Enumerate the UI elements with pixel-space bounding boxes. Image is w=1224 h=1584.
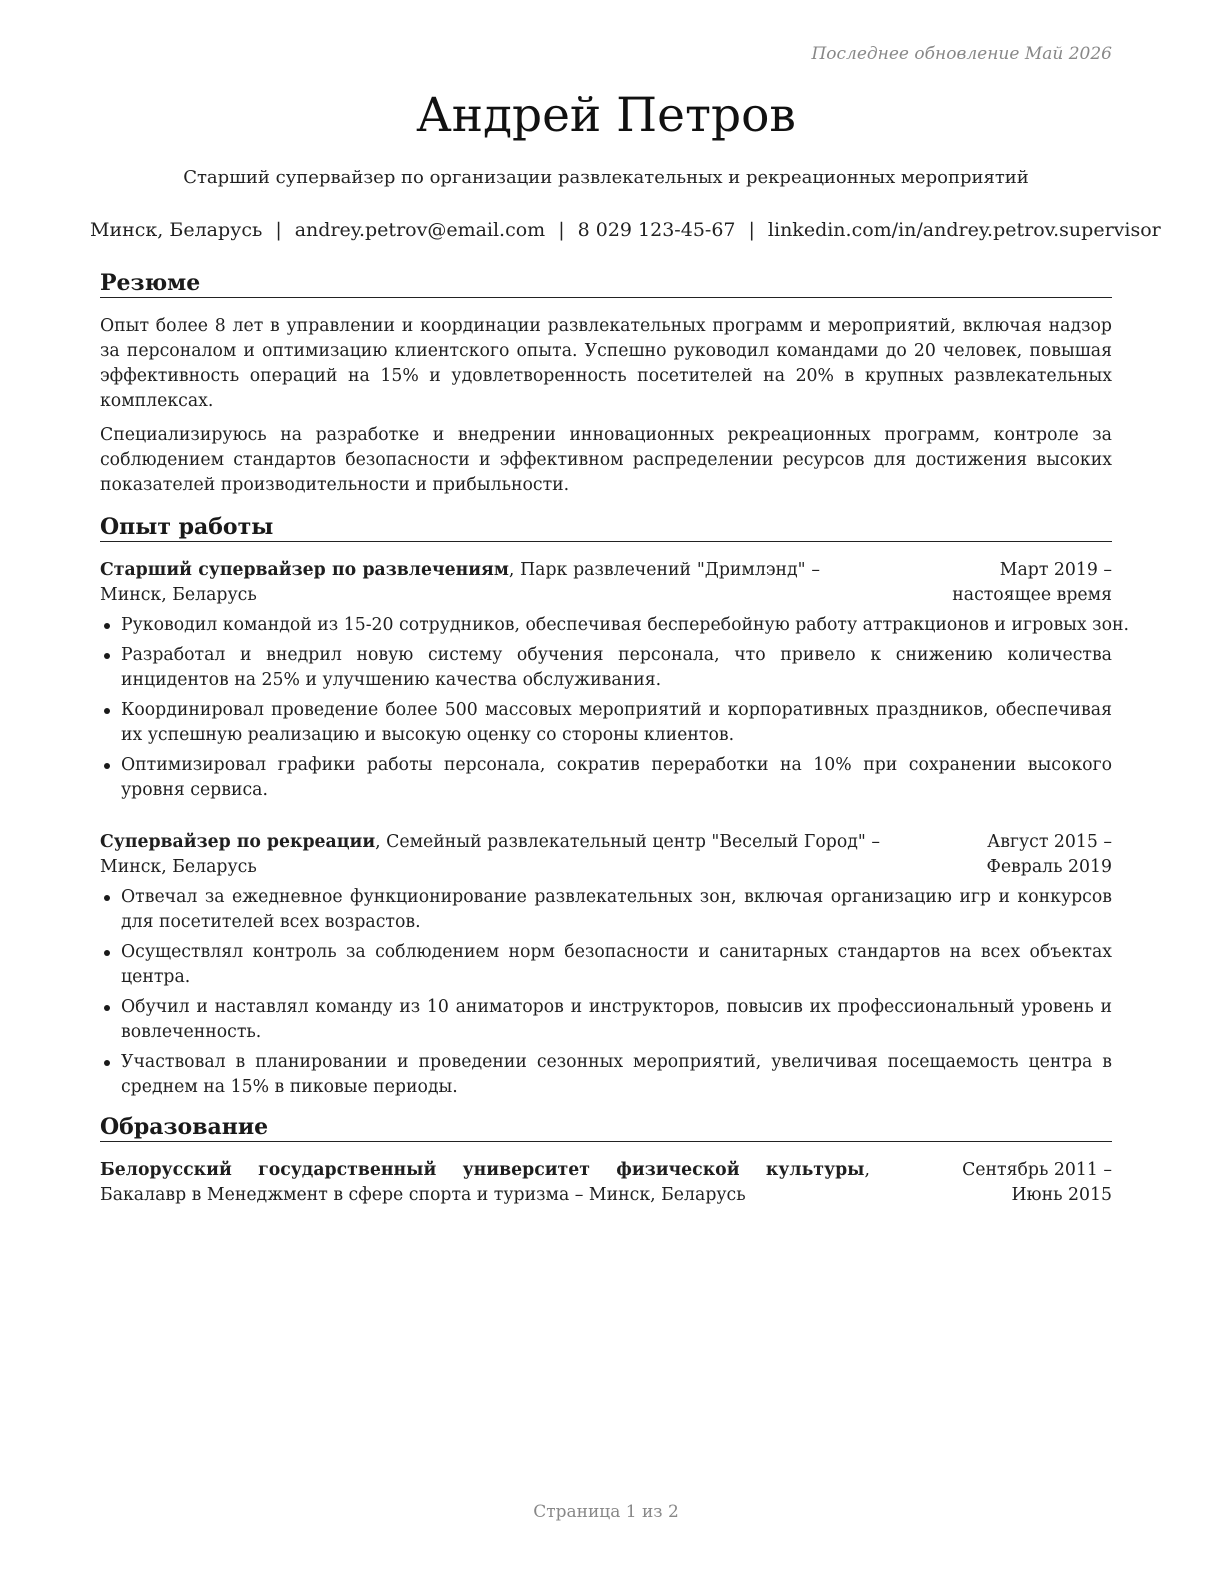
job-title: Супервайзер по рекреации (100, 832, 376, 852)
section-heading-education: Образование (100, 1114, 1112, 1142)
education-line (100, 1158, 870, 1208)
resume-page (90, 0, 1161, 1584)
job-title-line (100, 830, 880, 880)
job-header (100, 830, 1112, 880)
last-updated: Последнее обновление Май 2026 (811, 44, 1112, 64)
contact-email[interactable]: andrey.petrov@email.com (294, 219, 546, 241)
job-dates: Август 2015 – Февраль 2019 (986, 832, 1112, 877)
job-header (100, 558, 1112, 608)
section-heading-summary: Резюме (100, 270, 1112, 298)
contact-separator: | (275, 219, 282, 241)
contact-linkedin[interactable]: linkedin.com/in/andrey.petrov.supervisor (767, 219, 1161, 241)
candidate-name: Андрей Петров (416, 88, 796, 143)
education-degree: , Бакалавр в Менеджмент в сфере спорта и туризма – Минск, Беларусь (100, 1160, 870, 1205)
contact-separator: | (558, 219, 565, 241)
contact-line (90, 219, 1161, 241)
education-institution: Белорусский государственный университет физической культуры (100, 1160, 865, 1180)
job-employer: , Парк развлечений "Дримлэнд" – Минск, Беларусь (100, 560, 821, 605)
job-title-line (100, 558, 820, 608)
list-item: Осуществлял контроль за соблюдением норм безопасности и санитарных стандартов на всех объектах центра. (100, 940, 1112, 990)
job-title: Старший супервайзер по развлечениям (100, 560, 509, 580)
section-heading-experience: Опыт работы (100, 514, 1112, 542)
list-item: Координировал проведение более 500 массовых мероприятий и корпоративных праздников, обеспечивая их успешную реализацию и высокую оценку со стороны клиентов. (100, 698, 1112, 748)
list-item: Обучил и наставлял команду из 10 аниматоров и инструкторов, повысив их профессиональный уровень и вовлеченность. (100, 995, 1112, 1045)
job-dates: Март 2019 – настоящее время (952, 560, 1112, 605)
summary-block (100, 314, 1112, 507)
summary-paragraph: Специализируюсь на разработке и внедрении инновационных рекреационных программ, контроле за соблюдением стандартов безопасности и эффективном распределении ресурсов для достижения высоких показателей производительности и прибыльности. (100, 425, 1112, 495)
job-entry (100, 558, 1130, 808)
list-item: Оптимизировал графики работы персонала, сократив переработки на 10% при сохранении высокого уровня сервиса. (100, 753, 1112, 803)
job-employer: , Семейный развлекательный центр "Веселый Город" – Минск, Беларусь (100, 832, 880, 877)
education-dates: Сентябрь 2011 – Июнь 2015 (962, 1160, 1112, 1205)
job-bullets (100, 885, 1112, 1100)
contact-location: Минск, Беларусь (90, 219, 263, 241)
job-title-subtitle: Старший супервайзер по организации развлекательных и рекреационных мероприятий (183, 167, 1029, 188)
summary-paragraph: Опыт более 8 лет в управлении и координации развлекательных программ и мероприятий, включая надзор за персоналом и оптимизацию клиентского опыта. Успешно руководил командами до 20 человек, повышая эффективность операций на 15% и удовлетворенность посетителей на 20% в крупных развлекательных комплексах. (100, 316, 1112, 411)
education-header (100, 1158, 1112, 1208)
list-item: Руководил командой из 15-20 сотрудников, обеспечивая бесперебойную работу аттракционов и игровых зон. (100, 613, 1112, 638)
list-item: Отвечал за ежедневное функционирование развлекательных зон, включая организацию игр и конкурсов для посетителей всех возрастов. (100, 885, 1112, 935)
contact-separator: | (748, 219, 755, 241)
education-entry (100, 1158, 1112, 1208)
page-number: Страница 1 из 2 (533, 1502, 679, 1522)
list-item: Разработал и внедрил новую систему обучения персонала, что привело к снижению количества инцидентов на 25% и улучшению качества обслуживания. (100, 643, 1112, 693)
list-item: Участвовал в планировании и проведении сезонных мероприятий, увеличивая посещаемость центра в среднем на 15% в пиковые периоды. (100, 1050, 1112, 1100)
job-bullets (100, 613, 1130, 803)
job-entry (100, 830, 1112, 1105)
contact-phone[interactable]: 8 029 123-45-67 (577, 219, 736, 241)
